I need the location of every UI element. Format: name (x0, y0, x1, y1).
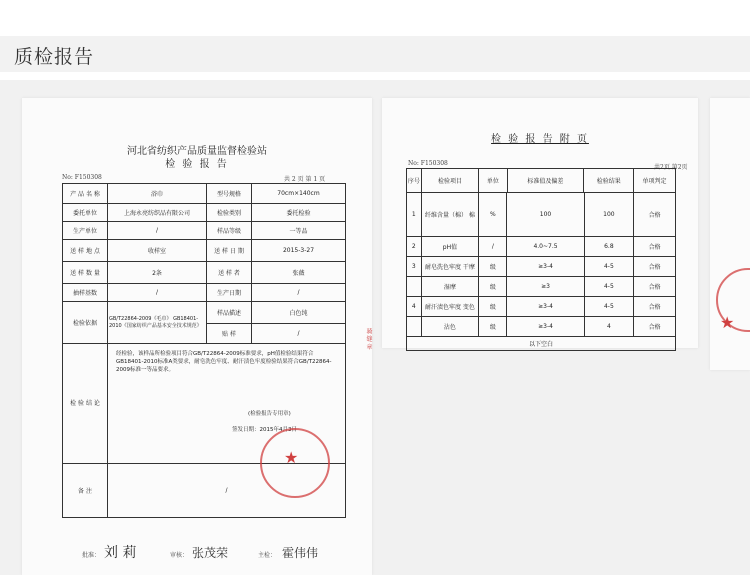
attachment-report-number: No: F150308 (408, 160, 448, 167)
cell-label: 委托单位 (63, 204, 108, 222)
column-header: 单项判定 (634, 169, 676, 193)
table-row (407, 317, 676, 337)
table-cell: 4 (407, 297, 422, 317)
table-cell: 合格 (634, 237, 676, 257)
table-cell: 级 (479, 277, 507, 297)
column-header: 检验项目 (421, 169, 478, 193)
table-cell: 级 (479, 257, 507, 277)
cell-label: 型号规格 (207, 184, 252, 204)
section-title: 质检报告 (14, 46, 95, 68)
cell-label: 送 样 地 点 (63, 240, 108, 262)
table-cell: ≥3-4 (507, 297, 584, 317)
table-cell: 耐汗渍色牢度 变色 (421, 297, 479, 317)
table-cell: 3 (407, 257, 422, 277)
report-page-info: 共 2 页 第 1 页 (284, 176, 326, 183)
cell-value: 70cm×140cm (252, 184, 346, 204)
main-label: 主检： (258, 552, 277, 559)
seal-star-icon: ★ (284, 448, 299, 467)
attachment-title: 检 验 报 告 附 页 (491, 134, 589, 145)
column-header: 序号 (407, 169, 422, 193)
inspection-report-page-3-edge[interactable] (710, 98, 750, 370)
cell-label: 送 样 日 期 (207, 240, 252, 262)
review-label: 审核： (170, 552, 189, 559)
column-header: 标准值及偏差 (507, 169, 584, 193)
review-signature: 张茂荣 (192, 546, 229, 560)
attachment-page-info: 共2页 第2页 (654, 164, 688, 171)
table-cell: 100 (584, 193, 634, 237)
table-cell: 2 (407, 237, 422, 257)
cell-value: / (108, 464, 346, 518)
table-cell: ≥3-4 (507, 257, 584, 277)
conclusion-text: 经检验，该样品所检验项目符合GB/T22864-2009标准要求，pH值检验结果符合GB18401-2010标准A类要求，耐皂洗色牢度、耐汗渍色牢度检验结果符合GB/T22864-2009标准一等品要求。 (116, 351, 332, 373)
table-cell (407, 317, 422, 337)
table-cell: 耐皂洗色牢度 干摩 (421, 257, 479, 277)
table-cell: 沾色 (421, 317, 479, 337)
section-header (0, 36, 750, 72)
table-cell: 纤维含量（棉） 棉 (421, 193, 479, 237)
table-cell: 级 (479, 317, 507, 337)
report-title-line1: 河北省纺织产品质量监督检验站 (127, 146, 267, 157)
cell-value: 白色纯 (252, 302, 346, 324)
table-row (407, 257, 676, 277)
table-row (407, 193, 676, 237)
table-cell: 4-5 (584, 257, 634, 277)
cell-value: / (252, 324, 346, 344)
table-cell: 级 (479, 297, 507, 317)
table-cell: pH值 (421, 237, 479, 257)
table-cell: ≥3 (507, 277, 584, 297)
table-cell: 4.0~7.5 (507, 237, 584, 257)
main-signature: 霍伟伟 (282, 546, 319, 560)
table-cell: 合格 (634, 277, 676, 297)
sign-date: 签发日期：2015年4月3日 (232, 427, 297, 433)
cell-value: 上海永亮纺织品有限公司 (108, 204, 207, 222)
cell-value: 2015-3-27 (252, 240, 346, 262)
report-gallery (0, 80, 750, 575)
cell-label: 贴 样 (207, 324, 252, 344)
edge-seal-star-icon: ★ (720, 313, 735, 332)
approve-signature: 刘 莉 (104, 545, 137, 561)
report-number: No: F150308 (62, 174, 102, 181)
cell-value: 一等品 (252, 222, 346, 240)
attachment-table-body (406, 192, 676, 351)
table-footer: 以下空白 (407, 337, 676, 351)
cell-label: 生产日期 (207, 284, 252, 302)
table-cell: 合格 (634, 193, 676, 237)
table-cell: / (479, 237, 507, 257)
table-cell (407, 277, 422, 297)
table-cell: ≥3-4 (507, 317, 584, 337)
cell-value: 浴巾 (108, 184, 207, 204)
table-row (407, 237, 676, 257)
table-cell: 湿摩 (421, 277, 479, 297)
seal-caption: (检验报告专用章) (248, 411, 291, 417)
cell-value: 张薇 (252, 262, 346, 284)
cell-value: 收样室 (108, 240, 207, 262)
cell-label: 送 样 数 量 (63, 262, 108, 284)
report-title-line2: 检 验 报 告 (165, 159, 229, 170)
cell-label: 产 品 名 称 (63, 184, 108, 204)
inspection-report-page-1[interactable] (22, 98, 372, 575)
attachment-table (406, 168, 676, 193)
cell-label: 备 注 (63, 464, 108, 518)
table-cell: 合格 (634, 317, 676, 337)
table-row (407, 277, 676, 297)
table-cell: 4-5 (584, 277, 634, 297)
side-stamp-text: 骑 缝 章 (365, 328, 372, 350)
table-cell: 合格 (634, 257, 676, 277)
inspection-report-page-2[interactable] (382, 98, 698, 348)
table-cell: 6.8 (584, 237, 634, 257)
table-cell: 4-5 (584, 297, 634, 317)
table-cell: 1 (407, 193, 422, 237)
cell-label: 送 样 者 (207, 262, 252, 284)
column-header: 检验结果 (584, 169, 634, 193)
cell-label: 样品描述 (207, 302, 252, 324)
table-cell: 4 (584, 317, 634, 337)
cell-label: 检验类别 (207, 204, 252, 222)
cell-label: 抽样基数 (63, 284, 108, 302)
cell-value: / (252, 284, 346, 302)
cell-value: 2条 (108, 262, 207, 284)
cell-label: 生产单位 (63, 222, 108, 240)
table-cell: % (479, 193, 507, 237)
table-cell: 100 (507, 193, 584, 237)
cell-label: 检 验 结 论 (63, 344, 108, 464)
column-header: 单位 (479, 169, 507, 193)
cell-value: / (108, 222, 207, 240)
table-row (407, 297, 676, 317)
table-cell: 合格 (634, 297, 676, 317)
approve-label: 批准： (82, 552, 101, 559)
cell-value: GB/T22864-2009《毛巾》 GB18401-2010《国家纺织产品基本安全技术规范》 (108, 302, 207, 344)
cell-label: 检验依据 (63, 302, 108, 344)
cell-value: / (108, 284, 207, 302)
cell-value: 委托检验 (252, 204, 346, 222)
cell-label: 样品等级 (207, 222, 252, 240)
